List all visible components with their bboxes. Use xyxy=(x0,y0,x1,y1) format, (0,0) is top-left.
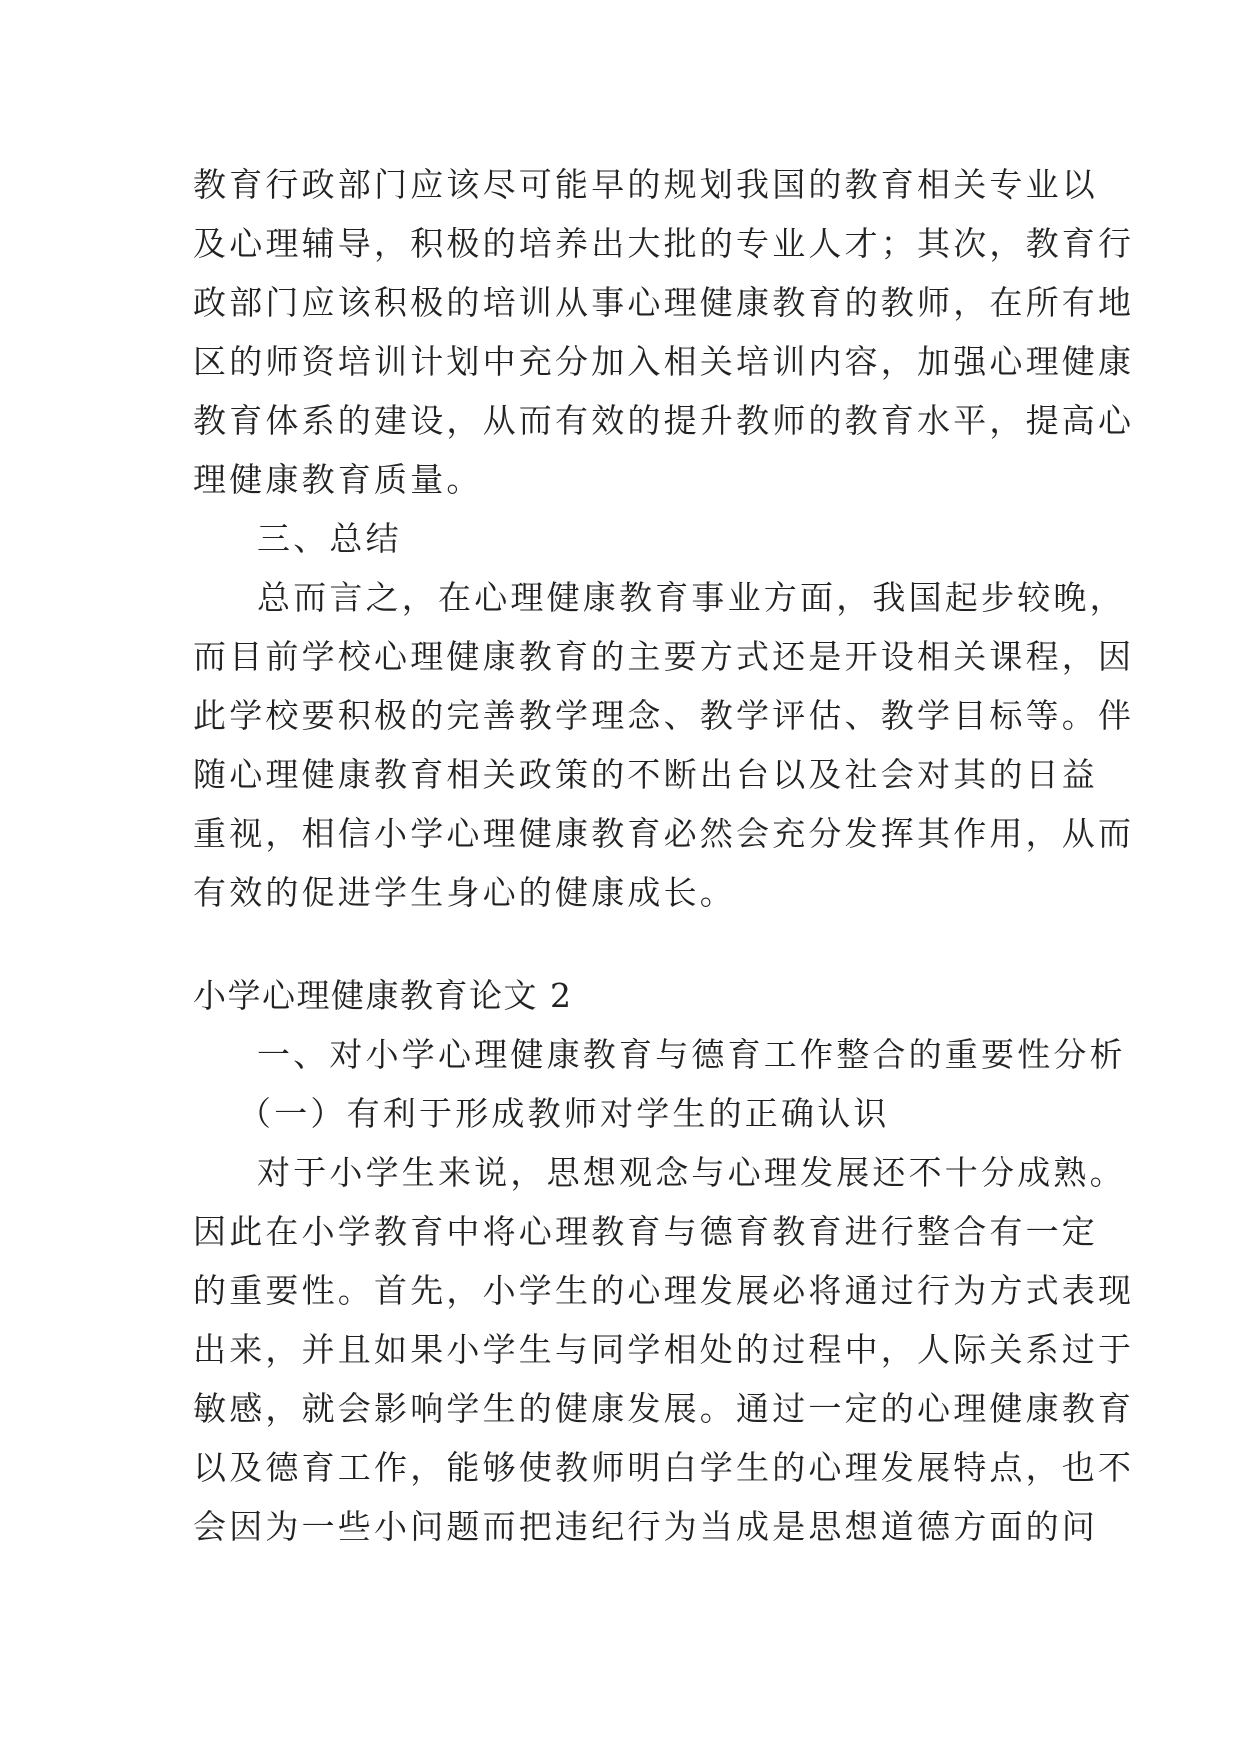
paragraph-line: 会因为一些小问题而把违纪行为当成是思想道德方面的问 xyxy=(193,1507,1098,1546)
paragraph-line: 有效的促进学生身心的健康成长。 xyxy=(193,873,736,912)
part-heading: 一、对小学心理健康教育与德育工作整合的重要性分析 xyxy=(257,1035,1126,1074)
sub-heading: （一）有利于形成教师对学生的正确认识 xyxy=(238,1094,890,1133)
paragraph-line: 对于小学生来说，思想观念与心理发展还不十分成熟。 xyxy=(257,1153,1126,1192)
paragraph-line: 及心理辅导，积极的培养出大批的专业人才；其次，教育行 xyxy=(193,224,1135,263)
paragraph-line: 政部门应该积极的培训从事心理健康教育的教师，在所有地 xyxy=(193,283,1135,322)
essay-title: 小学心理健康教育论文 2 xyxy=(193,976,573,1015)
paragraph-line: 区的师资培训计划中充分加入相关培训内容，加强心理健康 xyxy=(193,342,1135,381)
paragraph-line: 教育体系的建设，从而有效的提升教师的教育水平，提高心 xyxy=(193,401,1135,440)
paragraph-line: 教育行政部门应该尽可能早的规划我国的教育相关专业以 xyxy=(193,165,1098,204)
paragraph-line: 出来，并且如果小学生与同学相处的过程中，人际关系过于 xyxy=(193,1330,1135,1369)
paragraph-line: 总而言之，在心理健康教育事业方面，我国起步较晚， xyxy=(257,578,1126,617)
paragraph-line: 以及德育工作，能够使教师明白学生的心理发展特点，也不 xyxy=(193,1448,1135,1487)
paragraph-line: 随心理健康教育相关政策的不断出台以及社会对其的日益 xyxy=(193,755,1098,794)
paragraph-line: 重视，相信小学心理健康教育必然会充分发挥其作用，从而 xyxy=(193,814,1135,853)
paragraph-line: 理健康教育质量。 xyxy=(193,460,483,499)
paragraph-line: 此学校要积极的完善教学理念、教学评估、教学目标等。伴 xyxy=(193,696,1135,735)
section-heading: 三、总结 xyxy=(257,519,402,558)
paragraph-line: 的重要性。首先，小学生的心理发展必将通过行为方式表现 xyxy=(193,1271,1135,1310)
paragraph-line: 敏感，就会影响学生的健康发展。通过一定的心理健康教育 xyxy=(193,1389,1135,1428)
paragraph-line: 因此在小学教育中将心理教育与德育教育进行整合有一定 xyxy=(193,1212,1098,1251)
paragraph-line: 而目前学校心理健康教育的主要方式还是开设相关课程，因 xyxy=(193,637,1135,676)
